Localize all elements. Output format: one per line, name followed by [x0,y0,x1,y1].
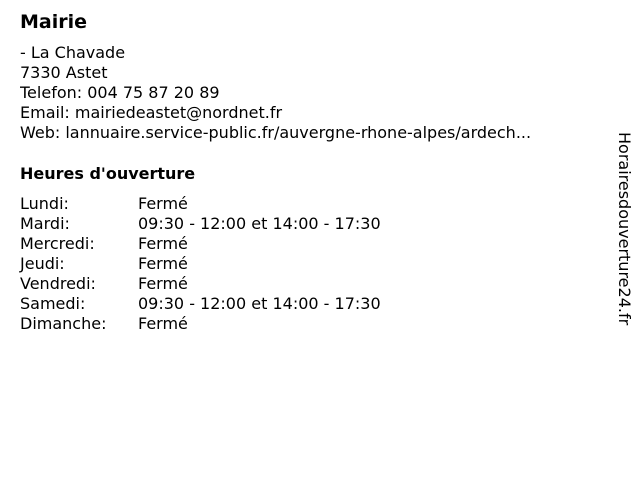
day-label: Vendredi: [20,274,96,293]
phone-number: Telefon: 004 75 87 20 89 [20,83,220,102]
day-hours: Fermé [138,254,188,273]
day-label: Dimanche: [20,314,107,333]
day-label: Samedi: [20,294,86,313]
day-label: Mardi: [20,214,70,233]
day-label: Mercredi: [20,234,95,253]
hours-row-thursday [20,254,381,274]
street-address: - La Chavade [20,43,126,62]
postal-city: 7330 Astet [20,63,108,82]
opening-hours-heading: Heures d'ouverture [20,164,196,183]
hours-row-sunday [20,314,381,334]
page-title: Mairie [20,11,88,33]
hours-row-wednesday [20,234,381,254]
website-link[interactable]: Web: lannuaire.service-public.fr/auvergne-rhone-alpes/ardech... [20,123,532,142]
day-hours: Fermé [138,314,188,333]
day-hours: 09:30 - 12:00 et 14:00 - 17:30 [138,294,381,313]
day-hours: Fermé [138,274,188,293]
hours-row-friday [20,274,381,294]
day-label: Lundi: [20,194,69,213]
hours-row-monday [20,194,381,214]
site-watermark: Horairesdouverture24.fr [615,132,634,326]
day-label: Jeudi: [20,254,65,273]
day-hours: Fermé [138,234,188,253]
hours-row-tuesday [20,214,381,234]
hours-row-saturday [20,294,381,314]
opening-hours-table [20,194,381,334]
email-address: Email: mairiedeastet@nordnet.fr [20,103,283,122]
day-hours: Fermé [138,194,188,213]
day-hours: 09:30 - 12:00 et 14:00 - 17:30 [138,214,381,233]
contact-info [20,43,600,143]
